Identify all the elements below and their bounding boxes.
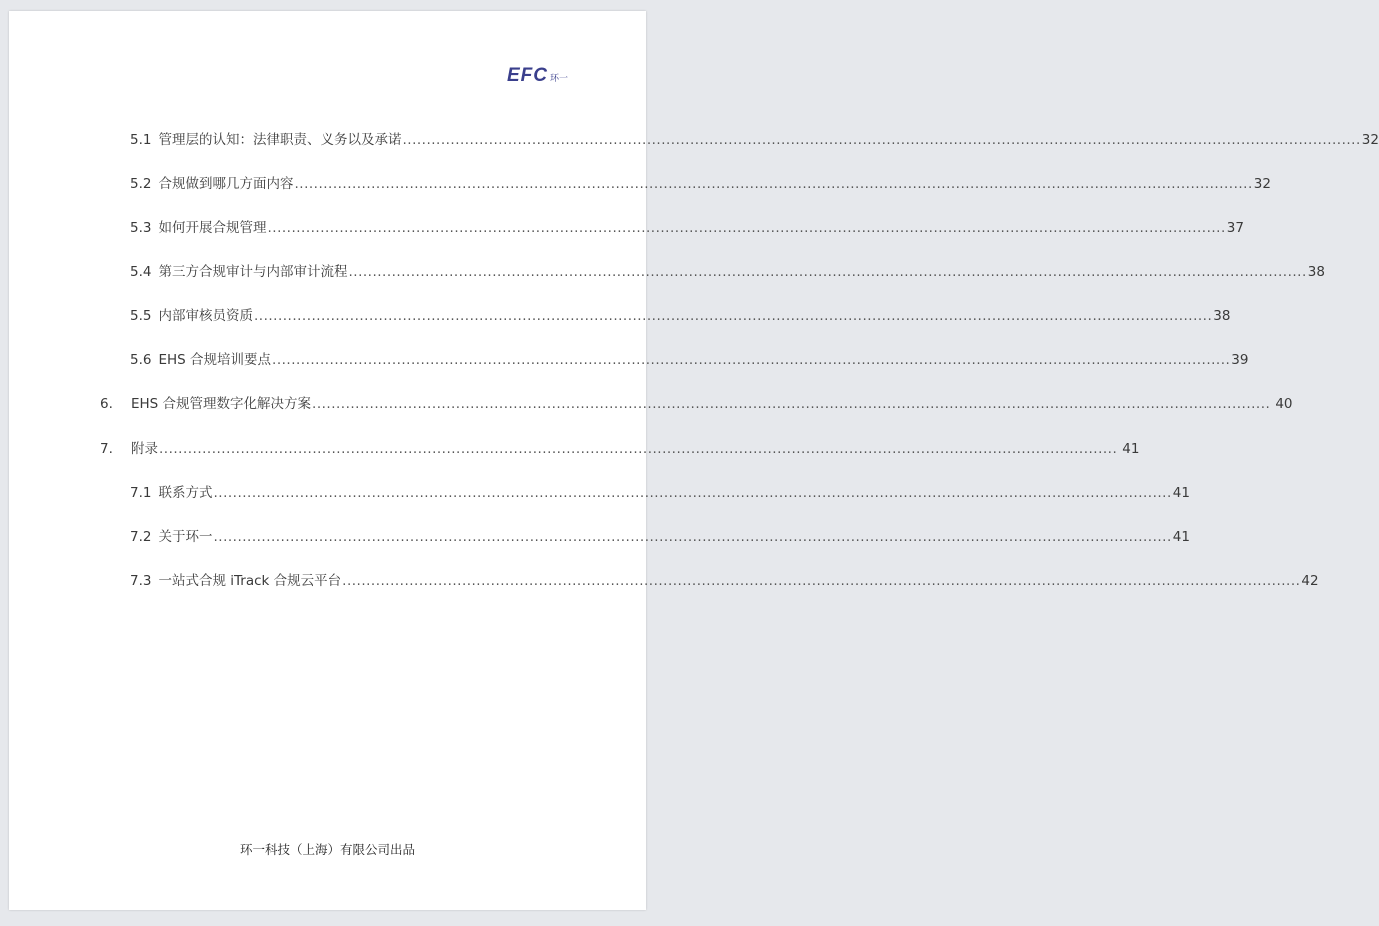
company-logo (507, 65, 568, 87)
toc-dot-leader: ........................................................................................................................................................................................................ (267, 220, 1226, 236)
toc-entry[interactable] (100, 392, 1293, 412)
logo-text: 环一 (550, 74, 569, 84)
toc-entry[interactable] (130, 569, 1319, 589)
toc-entry[interactable] (130, 260, 1325, 280)
toc-entry-title: EHS 合规管理数字化解决方案 (131, 396, 312, 412)
toc-entry-number: 6. (100, 396, 113, 412)
toc-entry-title: 合规做到哪几方面内容 (158, 176, 294, 192)
toc-dot-leader: ........................................................................................................................................................................................................ (348, 264, 1307, 280)
toc-entry-number: 5.1 (130, 132, 152, 148)
footer-publisher: 环一科技（上海）有限公司出品 (239, 842, 415, 857)
toc-dot-leader: ........................................................................................................................................................................................................ (213, 529, 1172, 545)
toc-entry-page-number: 38 (1213, 308, 1231, 324)
toc-dot-leader: ........................................................................................................................................................................................................ (213, 485, 1172, 501)
toc-entry-page-number: 41 (1172, 529, 1190, 545)
toc-entry-number: 7.3 (130, 573, 152, 589)
toc-entry-number: 5.3 (130, 220, 152, 236)
toc-entry-number: 5.4 (130, 264, 152, 280)
toc-entry-number: 7.2 (130, 529, 152, 545)
toc-entry-title: 关于环一 (158, 529, 213, 545)
toc-entry-number: 7. (100, 441, 113, 457)
toc-entry-number: 5.6 (130, 352, 152, 368)
toc-entry-page-number: 40 (1275, 396, 1293, 412)
document-page (9, 11, 1379, 910)
toc-dot-leader: ........................................................................................................................................................................................................ (312, 396, 1271, 412)
toc-entry[interactable] (130, 481, 1190, 501)
toc-entry-title: 一站式合规 iTrack 合规云平台 (158, 573, 342, 589)
toc-entry-title: 如何开展合规管理 (158, 220, 267, 236)
logo-mark: EFC (507, 65, 548, 86)
toc-dot-leader: ........................................................................................................................................................................................................ (159, 441, 1118, 457)
toc-entry-number: 7.1 (130, 485, 152, 501)
toc-dot-leader: ........................................................................................................................................................................................................ (402, 132, 1361, 148)
toc-entry-page-number: 38 (1307, 264, 1325, 280)
toc-entry-page-number: 32 (1253, 176, 1271, 192)
toc-entry[interactable] (130, 216, 1244, 236)
toc-entry-page-number: 39 (1231, 352, 1249, 368)
toc-entry-page-number: 32 (1361, 132, 1379, 148)
toc-entry-title: 联系方式 (158, 485, 213, 501)
toc-entry-title: 附录 (131, 441, 158, 457)
toc-entry-page-number: 41 (1172, 485, 1190, 501)
toc-entry-title: 内部审核员资质 (158, 308, 253, 324)
toc-dot-leader: ........................................................................................................................................................................................................ (272, 352, 1231, 368)
toc-dot-leader: ........................................................................................................................................................................................................ (342, 573, 1301, 589)
toc-entry-page-number: 37 (1226, 220, 1244, 236)
toc-entry[interactable] (130, 172, 1271, 192)
toc-entry[interactable] (130, 304, 1231, 324)
toc-entry-title: EHS 合规培训要点 (158, 352, 272, 368)
toc-entry-page-number: 42 (1301, 573, 1319, 589)
toc-entry-title: 管理层的认知：法律职责、义务以及承诺 (158, 132, 402, 148)
toc-entry-number: 5.2 (130, 176, 152, 192)
toc-dot-leader: ........................................................................................................................................................................................................ (294, 176, 1253, 192)
toc-entry[interactable] (100, 437, 1140, 457)
toc-dot-leader: ........................................................................................................................................................................................................ (253, 308, 1213, 324)
toc-entry[interactable] (130, 525, 1190, 545)
toc-entry-title: 第三方合规审计与内部审计流程 (158, 264, 348, 280)
toc-entry-number: 5.5 (130, 308, 152, 324)
toc-entry[interactable] (130, 128, 1379, 148)
toc-entry[interactable] (130, 348, 1249, 368)
toc-entry-page-number: 41 (1122, 441, 1140, 457)
